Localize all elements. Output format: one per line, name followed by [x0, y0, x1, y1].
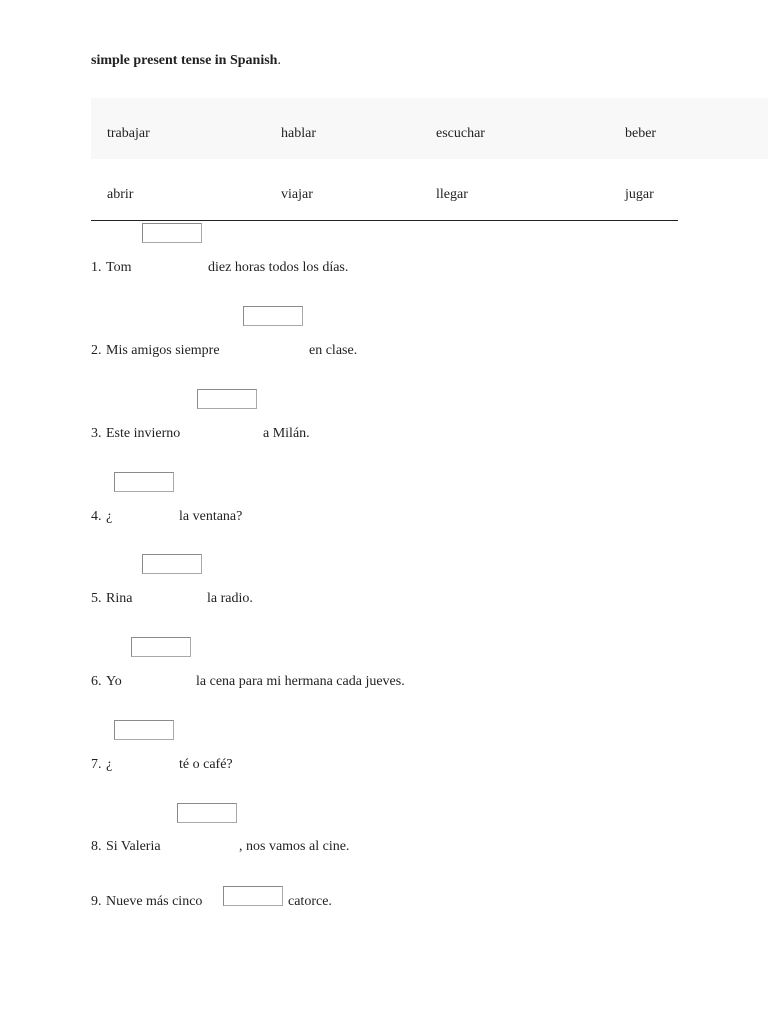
word-bank-cell: beber — [625, 126, 657, 141]
answer-input-1[interactable] — [142, 223, 202, 243]
answer-input-6[interactable] — [131, 637, 191, 657]
answer-input-9[interactable] — [223, 886, 283, 906]
word-bank-cell: escuchar — [436, 126, 485, 141]
word-bank-table — [91, 98, 768, 221]
sentence-after: la ventana? — [179, 509, 243, 524]
sentence-before: Este invierno — [106, 426, 181, 441]
word-bank-cell: hablar — [281, 126, 316, 141]
sentence-after: a Milán. — [263, 426, 310, 441]
sentence-after: la radio. — [207, 591, 253, 606]
title-bold-text: simple present tense in Spanish — [91, 53, 278, 68]
answer-input-8[interactable] — [177, 803, 237, 823]
sentence-before: Nueve más cinco — [106, 894, 203, 909]
sentence-after: la cena para mi hermana cada jueves. — [196, 674, 405, 689]
word-bank-cell: viajar — [281, 187, 313, 202]
sentence-before: Mis amigos siempre — [106, 343, 220, 358]
word-bank-cell: trabajar — [107, 126, 150, 141]
exercise-number: 9. — [91, 894, 102, 909]
word-bank-row — [91, 159, 678, 221]
sentence-before: Tom — [106, 260, 132, 275]
word-bank-cell: llegar — [436, 187, 468, 202]
exercise-number: 3. — [91, 426, 102, 441]
answer-input-7[interactable] — [114, 720, 174, 740]
word-bank-row — [91, 98, 768, 159]
sentence-after: , nos vamos al cine. — [239, 839, 350, 854]
exercise-number: 2. — [91, 343, 102, 358]
answer-input-3[interactable] — [197, 389, 257, 409]
sentence-after: catorce. — [288, 894, 332, 909]
answer-input-5[interactable] — [142, 554, 202, 574]
exercise-number: 4. — [91, 509, 102, 524]
sentence-after: diez horas todos los días. — [208, 260, 349, 275]
sentence-after: té o café? — [179, 757, 233, 772]
word-bank-cell: abrir — [107, 187, 134, 202]
sentence-before: Si Valeria — [106, 839, 161, 854]
title-tail: . — [277, 53, 281, 68]
sentence-before: Rina — [106, 591, 133, 606]
sentence-before: ¿ — [106, 509, 113, 524]
exercise-number: 5. — [91, 591, 102, 606]
sentence-before: Yo — [106, 674, 122, 689]
exercise-number: 8. — [91, 839, 102, 854]
sentence-after: en clase. — [309, 343, 358, 358]
exercise-number: 1. — [91, 260, 102, 275]
exercise-number: 7. — [91, 757, 102, 772]
sentence-before: ¿ — [106, 757, 113, 772]
answer-input-2[interactable] — [243, 306, 303, 326]
exercise-number: 6. — [91, 674, 102, 689]
word-bank-cell: jugar — [625, 187, 654, 202]
page-title — [91, 53, 281, 69]
answer-input-4[interactable] — [114, 472, 174, 492]
